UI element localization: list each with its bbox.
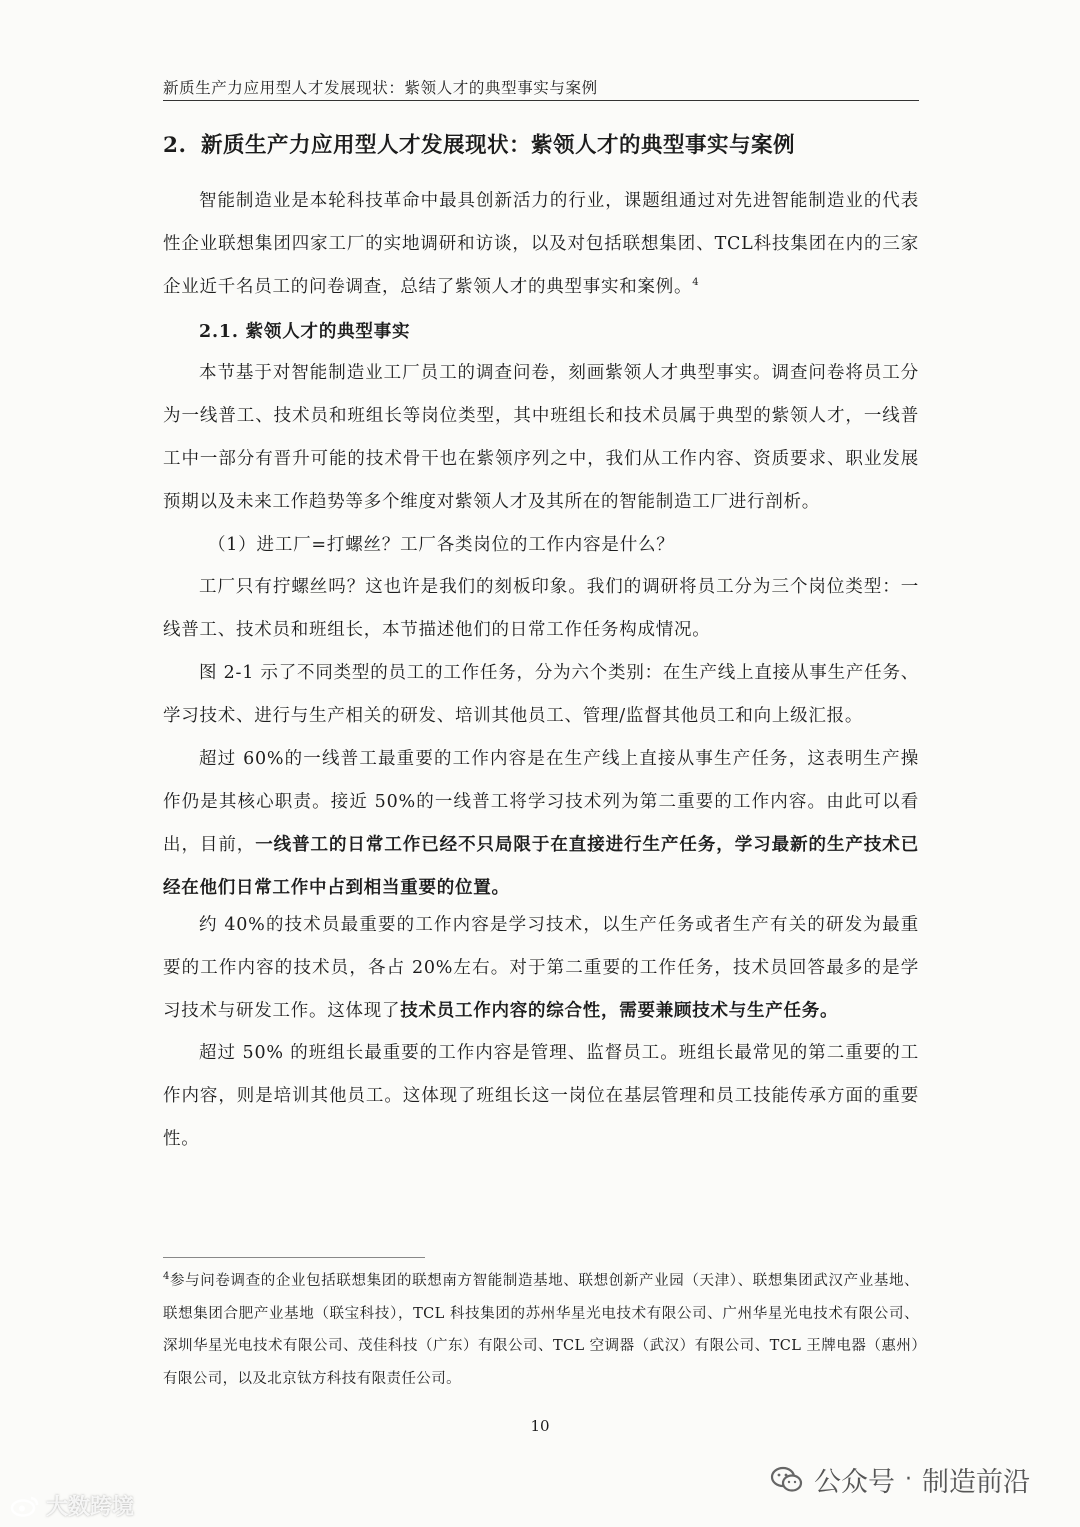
workers-paragraph-text: 超过 60%的一线普工最重要的工作内容是在生产线上直接从事生产任务，这表明生产操作仍是其核心职责。接近 50%的一线普工将学习技术列为第二重要的工作内容。由此可以看出，目前， <box>163 749 919 855</box>
footnote-mark: 4 <box>163 1271 170 1283</box>
header-divider <box>163 100 919 101</box>
footnote-divider <box>163 1257 425 1258</box>
watermark-left <box>10 1490 134 1521</box>
weibo-icon <box>10 1495 40 1517</box>
section-number: 2. <box>163 133 187 158</box>
workers-paragraph-block <box>163 738 919 910</box>
figure-paragraph: 图 2-1 示了不同类型的员工的工作任务，分为六个类别：在生产线上直接从事生产任务、学习技术、进行与生产相关的研发、培训其他员工、管理/监督其他员工和向上级汇报。 <box>163 663 919 726</box>
workers-emphasis: 一线普工的日常工作已经不只局限于在直接进行生产任务，学习最新的生产技术已经在他们日常工作中占到相当重要的位置。 <box>163 835 919 898</box>
watermark-right-prefix: 公众号 <box>814 1467 895 1498</box>
watermark-right-name: 制造前沿 <box>922 1467 1030 1498</box>
technician-emphasis: 技术员工作内容的综合性，需要兼顾技术与生产任务。 <box>400 1001 839 1021</box>
screws-paragraph-block <box>163 566 919 652</box>
page-number: 10 <box>530 1417 550 1435</box>
intro-paragraph <box>163 180 919 309</box>
workers-paragraph <box>163 738 919 910</box>
running-header: 新质生产力应用型人才发展现状：紫领人才的典型事实与案例 <box>163 79 598 97</box>
technician-paragraph <box>163 904 919 1033</box>
figure-paragraph-block <box>163 652 919 738</box>
wechat-icon <box>770 1466 804 1494</box>
subsection-heading: 2.1. 紫领人才的典型事实 <box>199 322 411 342</box>
question-heading: （1）进工厂=打螺丝？工厂各类岗位的工作内容是什么？ <box>208 535 675 555</box>
screws-paragraph: 工厂只有拧螺丝吗？这也许是我们的刻板印象。我们的调研将员工分为三个岗位类型：一线普工、技术员和班组长，本节描述他们的日常工作任务构成情况。 <box>163 577 919 640</box>
intro-paragraph-text: 智能制造业是本轮科技革命中最具创新活力的行业，课题组通过对先进智能制造业的代表性企业联想集团四家工厂的实地调研和访谈，以及对包括联想集团、TCL科技集团在内的三家企业近千名员工的问卷调查，总结了紫领人才的典型事实和案例。 <box>163 191 919 297</box>
footnote-reference[interactable]: 4 <box>692 277 700 289</box>
watermark-right-dot: · <box>905 1467 912 1492</box>
survey-paragraph-block <box>163 352 919 524</box>
intro-paragraph-block <box>163 180 919 309</box>
survey-paragraph: 本节基于对智能制造业工厂员工的调查问卷，刻画紫领人才典型事实。调查问卷将员工分为一线普工、技术员和班组长等岗位类型，其中班组长和技术员属于典型的紫领人才，一线普工中一部分有晋升可能的技术骨干也在紫领序列之中，我们从工作内容、资质要求、职业发展预期以及未来工作趋势等多个维度对紫领人才及其所在的智能制造工厂进行剖析。 <box>163 363 919 512</box>
watermark-left-text: 大数跨境 <box>46 1495 135 1520</box>
leaders-paragraph-block <box>163 1032 919 1161</box>
section-title <box>163 128 923 159</box>
section-title-text: 新质生产力应用型人才发展现状：紫领人才的典型事实与案例 <box>201 133 796 158</box>
footnote <box>163 1265 919 1395</box>
technician-paragraph-text: 约 40%的技术员最重要的工作内容是学习技术，以生产任务或者生产有关的研发为最重要的工作内容的技术员，各占 20%左右。对于第二重要的工作任务，技术员回答最多的是学习技术与研发工作。这体现了 <box>163 915 919 1021</box>
technician-paragraph-block <box>163 904 919 1033</box>
watermark-right <box>770 1460 1030 1499</box>
footnote-text: 参与问卷调查的企业包括联想集团的联想南方智能制造基地、联想创新产业园（天津）、联想集团武汉产业基地、联想集团合肥产业基地（联宝科技），TCL 科技集团的苏州华星光电技术有限公司、广州华星光电技术有限公司、深圳华星光电技术有限公司、茂佳科技（广东）有限公司、TCL 空调器（武汉）有限公司、TCL 王牌电器（惠州）有限公司，以及北京钛方科技有限责任公司。 <box>163 1273 919 1387</box>
leaders-paragraph: 超过 50% 的班组长最重要的工作内容是管理、监督员工。班组长最常见的第二重要的工作内容，则是培训其他员工。这体现了班组长这一岗位在基层管理和员工技能传承方面的重要性。 <box>163 1043 919 1149</box>
